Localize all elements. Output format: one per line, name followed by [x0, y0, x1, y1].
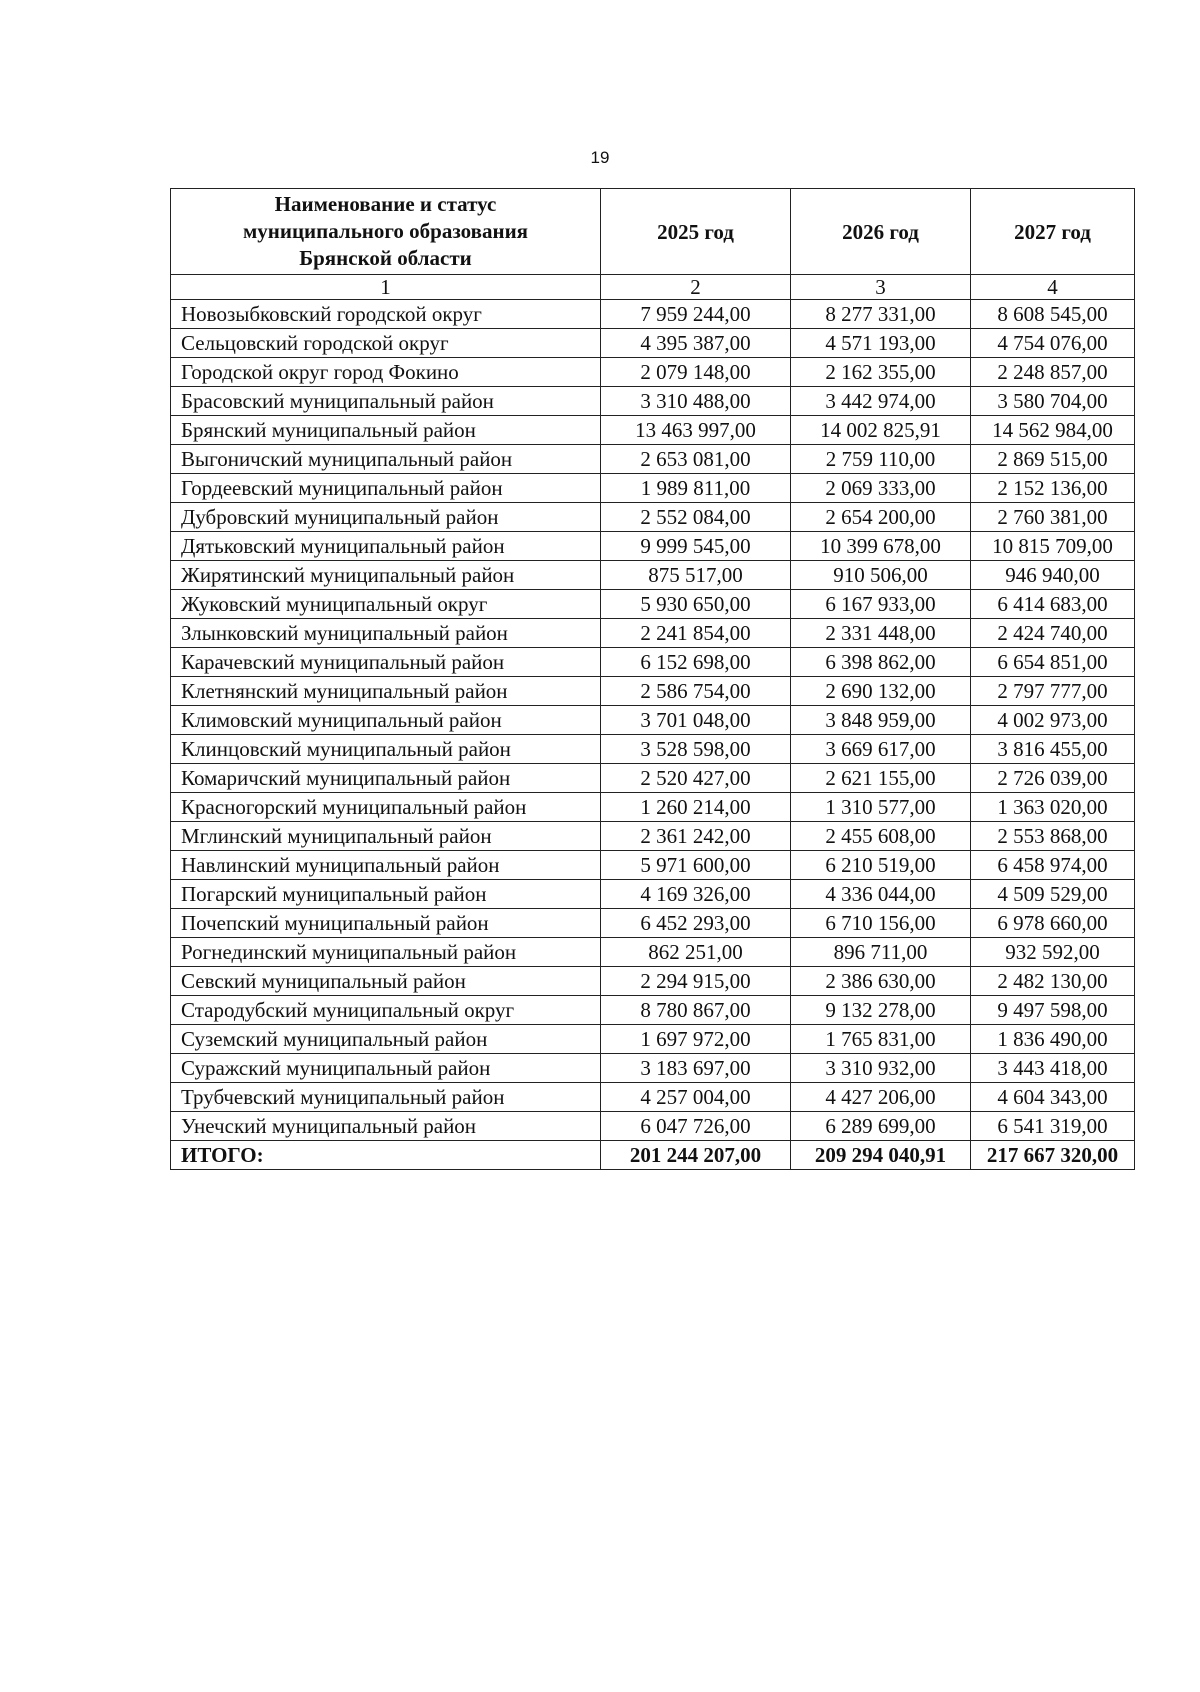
- value-2026-cell: 3 669 617,00: [791, 735, 971, 764]
- table-row: [171, 706, 1135, 735]
- value-2026-cell: 2 621 155,00: [791, 764, 971, 793]
- table-row: [171, 677, 1135, 706]
- value-2027-cell: 2 553 868,00: [971, 822, 1135, 851]
- table-row: [171, 793, 1135, 822]
- value-2026-cell: 6 398 862,00: [791, 648, 971, 677]
- value-2027-cell: 2 869 515,00: [971, 445, 1135, 474]
- value-2026-cell: 14 002 825,91: [791, 416, 971, 445]
- value-2027-cell: 4 509 529,00: [971, 880, 1135, 909]
- header-municipality-name: [171, 189, 601, 275]
- value-2026-cell: 6 710 156,00: [791, 909, 971, 938]
- value-2026-cell: 6 210 519,00: [791, 851, 971, 880]
- municipality-name-cell: Сельцовский городской округ: [171, 329, 601, 358]
- municipality-name-cell: Комаричский муниципальный район: [171, 764, 601, 793]
- table-header: [171, 189, 1135, 300]
- value-2025-cell: 1 697 972,00: [601, 1025, 791, 1054]
- value-2027-cell: 4 604 343,00: [971, 1083, 1135, 1112]
- municipality-name-cell: Суземский муниципальный район: [171, 1025, 601, 1054]
- value-2027-cell: 10 815 709,00: [971, 532, 1135, 561]
- municipality-name-cell: Новозыбковский городской округ: [171, 300, 601, 329]
- table-row: [171, 967, 1135, 996]
- table-row: [171, 1054, 1135, 1083]
- value-2027-cell: 3 580 704,00: [971, 387, 1135, 416]
- value-2025-cell: 4 257 004,00: [601, 1083, 791, 1112]
- table-row: [171, 938, 1135, 967]
- value-2027-cell: 4 002 973,00: [971, 706, 1135, 735]
- column-number: 2: [601, 275, 791, 300]
- value-2026-cell: 2 759 110,00: [791, 445, 971, 474]
- value-2027-cell: 6 654 851,00: [971, 648, 1135, 677]
- value-2026-cell: 10 399 678,00: [791, 532, 971, 561]
- table-row: [171, 1025, 1135, 1054]
- municipality-name-cell: Трубчевский муниципальный район: [171, 1083, 601, 1112]
- value-2027-cell: 6 414 683,00: [971, 590, 1135, 619]
- municipality-name-cell: Навлинский муниципальный район: [171, 851, 601, 880]
- value-2027-cell: 946 940,00: [971, 561, 1135, 590]
- value-2025-cell: 9 999 545,00: [601, 532, 791, 561]
- municipality-name-cell: Красногорский муниципальный район: [171, 793, 601, 822]
- table-row: [171, 474, 1135, 503]
- value-2025-cell: 3 183 697,00: [601, 1054, 791, 1083]
- value-2026-cell: 4 571 193,00: [791, 329, 971, 358]
- table-row: [171, 416, 1135, 445]
- value-2027-cell: 2 248 857,00: [971, 358, 1135, 387]
- value-2026-cell: 9 132 278,00: [791, 996, 971, 1025]
- page-number: 19: [590, 148, 610, 167]
- table-row: [171, 996, 1135, 1025]
- table-row: [171, 764, 1135, 793]
- value-2027-cell: 1 363 020,00: [971, 793, 1135, 822]
- value-2027-cell: 2 152 136,00: [971, 474, 1135, 503]
- table-row: [171, 561, 1135, 590]
- value-2027-cell: 1 836 490,00: [971, 1025, 1135, 1054]
- value-2027-cell: 6 978 660,00: [971, 909, 1135, 938]
- municipality-name-cell: Выгоничский муниципальный район: [171, 445, 601, 474]
- value-2026-cell: 3 442 974,00: [791, 387, 971, 416]
- total-2026: 209 294 040,91: [791, 1141, 971, 1170]
- value-2025-cell: 5 971 600,00: [601, 851, 791, 880]
- value-2026-cell: 6 167 933,00: [791, 590, 971, 619]
- value-2025-cell: 2 586 754,00: [601, 677, 791, 706]
- municipality-name-cell: Клетнянский муниципальный район: [171, 677, 601, 706]
- municipality-name-cell: Унечский муниципальный район: [171, 1112, 601, 1141]
- value-2025-cell: 862 251,00: [601, 938, 791, 967]
- value-2025-cell: 2 361 242,00: [601, 822, 791, 851]
- value-2025-cell: 13 463 997,00: [601, 416, 791, 445]
- municipality-name-cell: Севский муниципальный район: [171, 967, 601, 996]
- value-2026-cell: 910 506,00: [791, 561, 971, 590]
- table-row: [171, 590, 1135, 619]
- value-2026-cell: 4 427 206,00: [791, 1083, 971, 1112]
- header-year-2027: 2027 год: [971, 189, 1135, 275]
- table-row: [171, 503, 1135, 532]
- table-footer: [171, 1141, 1135, 1170]
- value-2027-cell: 2 424 740,00: [971, 619, 1135, 648]
- value-2025-cell: 8 780 867,00: [601, 996, 791, 1025]
- municipality-name-cell: Гордеевский муниципальный район: [171, 474, 601, 503]
- value-2026-cell: 4 336 044,00: [791, 880, 971, 909]
- municipality-name-cell: Суражский муниципальный район: [171, 1054, 601, 1083]
- municipality-name-cell: Погарский муниципальный район: [171, 880, 601, 909]
- header-row: [171, 189, 1135, 275]
- value-2025-cell: 3 701 048,00: [601, 706, 791, 735]
- value-2025-cell: 4 169 326,00: [601, 880, 791, 909]
- header-name-line: Наименование и статус: [274, 192, 497, 216]
- value-2026-cell: 896 711,00: [791, 938, 971, 967]
- municipality-name-cell: Злынковский муниципальный район: [171, 619, 601, 648]
- value-2025-cell: 875 517,00: [601, 561, 791, 590]
- value-2025-cell: 3 310 488,00: [601, 387, 791, 416]
- table-row: [171, 445, 1135, 474]
- value-2025-cell: 1 260 214,00: [601, 793, 791, 822]
- table-row: [171, 619, 1135, 648]
- value-2025-cell: 2 653 081,00: [601, 445, 791, 474]
- municipality-name-cell: Жуковский муниципальный округ: [171, 590, 601, 619]
- value-2027-cell: 14 562 984,00: [971, 416, 1135, 445]
- table-row: [171, 387, 1135, 416]
- table-row: [171, 909, 1135, 938]
- value-2025-cell: 2 079 148,00: [601, 358, 791, 387]
- municipality-name-cell: Городской округ город Фокино: [171, 358, 601, 387]
- value-2027-cell: 2 482 130,00: [971, 967, 1135, 996]
- total-2025: 201 244 207,00: [601, 1141, 791, 1170]
- value-2026-cell: 2 455 608,00: [791, 822, 971, 851]
- total-row: [171, 1141, 1135, 1170]
- municipality-name-cell: Дятьковский муниципальный район: [171, 532, 601, 561]
- value-2025-cell: 6 152 698,00: [601, 648, 791, 677]
- header-name-line: Брянской области: [299, 246, 472, 270]
- column-number: 4: [971, 275, 1135, 300]
- value-2025-cell: 6 047 726,00: [601, 1112, 791, 1141]
- table-row: [171, 822, 1135, 851]
- budget-table: [170, 188, 1135, 1170]
- value-2027-cell: 2 726 039,00: [971, 764, 1135, 793]
- value-2025-cell: 2 241 854,00: [601, 619, 791, 648]
- value-2025-cell: 6 452 293,00: [601, 909, 791, 938]
- value-2025-cell: 4 395 387,00: [601, 329, 791, 358]
- value-2026-cell: 2 162 355,00: [791, 358, 971, 387]
- value-2025-cell: 2 552 084,00: [601, 503, 791, 532]
- value-2026-cell: 3 848 959,00: [791, 706, 971, 735]
- table-body: [171, 300, 1135, 1141]
- table-row: [171, 648, 1135, 677]
- column-number: 1: [171, 275, 601, 300]
- value-2026-cell: 2 386 630,00: [791, 967, 971, 996]
- value-2026-cell: 2 331 448,00: [791, 619, 971, 648]
- municipality-name-cell: Жирятинский муниципальный район: [171, 561, 601, 590]
- table-row: [171, 735, 1135, 764]
- header-year-2025: 2025 год: [601, 189, 791, 275]
- table-row: [171, 880, 1135, 909]
- value-2027-cell: 3 816 455,00: [971, 735, 1135, 764]
- value-2025-cell: 1 989 811,00: [601, 474, 791, 503]
- column-numbers-row: [171, 275, 1135, 300]
- municipality-name-cell: Карачевский муниципальный район: [171, 648, 601, 677]
- municipality-name-cell: Рогнединский муниципальный район: [171, 938, 601, 967]
- municipality-name-cell: Брасовский муниципальный район: [171, 387, 601, 416]
- total-label: ИТОГО:: [171, 1141, 601, 1170]
- value-2026-cell: 2 654 200,00: [791, 503, 971, 532]
- value-2027-cell: 9 497 598,00: [971, 996, 1135, 1025]
- municipality-name-cell: Брянский муниципальный район: [171, 416, 601, 445]
- total-2027: 217 667 320,00: [971, 1141, 1135, 1170]
- value-2027-cell: 6 458 974,00: [971, 851, 1135, 880]
- table-row: [171, 532, 1135, 561]
- header-year-2026: 2026 год: [791, 189, 971, 275]
- column-number: 3: [791, 275, 971, 300]
- municipality-name-cell: Дубровский муниципальный район: [171, 503, 601, 532]
- table-row: [171, 329, 1135, 358]
- value-2027-cell: 6 541 319,00: [971, 1112, 1135, 1141]
- table-row: [171, 1112, 1135, 1141]
- value-2026-cell: 1 765 831,00: [791, 1025, 971, 1054]
- municipality-name-cell: Почепский муниципальный район: [171, 909, 601, 938]
- value-2026-cell: 2 690 132,00: [791, 677, 971, 706]
- value-2026-cell: 1 310 577,00: [791, 793, 971, 822]
- value-2025-cell: 2 520 427,00: [601, 764, 791, 793]
- value-2025-cell: 3 528 598,00: [601, 735, 791, 764]
- value-2027-cell: 2 797 777,00: [971, 677, 1135, 706]
- table-row: [171, 358, 1135, 387]
- value-2026-cell: 6 289 699,00: [791, 1112, 971, 1141]
- municipality-name-cell: Климовский муниципальный район: [171, 706, 601, 735]
- value-2027-cell: 932 592,00: [971, 938, 1135, 967]
- municipality-name-cell: Мглинский муниципальный район: [171, 822, 601, 851]
- municipality-name-cell: Клинцовский муниципальный район: [171, 735, 601, 764]
- value-2025-cell: 5 930 650,00: [601, 590, 791, 619]
- value-2027-cell: 8 608 545,00: [971, 300, 1135, 329]
- table-row: [171, 1083, 1135, 1112]
- value-2025-cell: 7 959 244,00: [601, 300, 791, 329]
- table-row: [171, 300, 1135, 329]
- value-2026-cell: 2 069 333,00: [791, 474, 971, 503]
- value-2027-cell: 2 760 381,00: [971, 503, 1135, 532]
- value-2026-cell: 3 310 932,00: [791, 1054, 971, 1083]
- value-2027-cell: 3 443 418,00: [971, 1054, 1135, 1083]
- header-name-line: муниципального образования: [242, 219, 529, 243]
- value-2026-cell: 8 277 331,00: [791, 300, 971, 329]
- value-2027-cell: 4 754 076,00: [971, 329, 1135, 358]
- table-row: [171, 851, 1135, 880]
- value-2025-cell: 2 294 915,00: [601, 967, 791, 996]
- municipality-name-cell: Стародубский муниципальный округ: [171, 996, 601, 1025]
